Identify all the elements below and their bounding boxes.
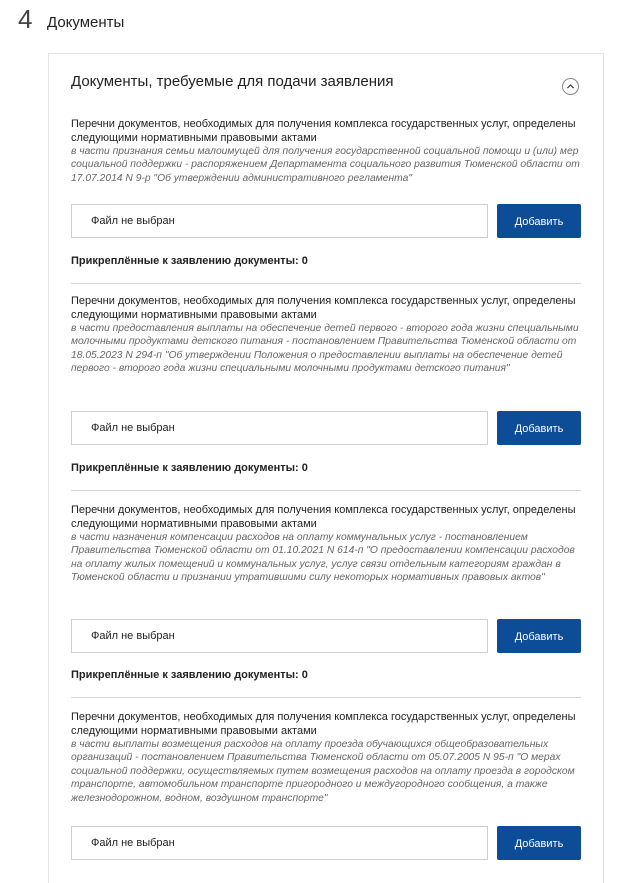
attached-documents-count: Прикреплённые к заявлению документы: 0 [71, 462, 308, 474]
file-upload-row [71, 619, 581, 653]
file-input[interactable]: Файл не выбран [71, 826, 488, 860]
attached-documents-count: Прикреплённые к заявлению документы: 0 [71, 255, 308, 267]
document-description: в части признания семьи малоимущей для получения государственной социальной помощи и (или) мер социальной поддержки - распоряжением Департамента социального развития Тюменской области от 17.07.2014 N 9-р "Об утверждении административного регламента" [71, 146, 580, 184]
file-input[interactable]: Файл не выбран [71, 619, 488, 653]
file-upload-row [71, 204, 581, 238]
step-number: 4 [18, 4, 33, 34]
file-upload-row [71, 411, 581, 445]
collapse-button[interactable] [562, 78, 579, 95]
step-title: Документы [47, 14, 125, 31]
file-input[interactable]: Файл не выбран [71, 204, 488, 238]
document-section [71, 295, 581, 376]
document-description: в части предоставления выплаты на обеспечение детей первого - второго года жизни специальными молочными продуктами детского питания - постановлением Правительства Тюменской области от 18.05.2023 N 294-п "Об утверждении Положения о предоставлении выплаты на обеспечение детей первого - второго года жизни специальными молочными продуктами детского питания" [71, 323, 579, 375]
add-file-button[interactable]: Добавить [497, 619, 581, 653]
panel-title: Документы, требуемые для подачи заявления [71, 73, 394, 90]
documents-panel [48, 53, 604, 883]
divider [71, 283, 581, 284]
add-file-button[interactable]: Добавить [497, 411, 581, 445]
document-title: Перечни документов, необходимых для получения комплекса государственных услуг, определены следующими нормативными правовыми актами [71, 118, 576, 144]
divider [71, 697, 581, 698]
document-title: Перечни документов, необходимых для получения комплекса государственных услуг, определены следующими нормативными правовыми актами [71, 504, 576, 530]
add-file-button[interactable]: Добавить [497, 204, 581, 238]
file-upload-row [71, 826, 581, 860]
file-input[interactable]: Файл не выбран [71, 411, 488, 445]
document-description: в части выплаты возмещения расходов на оплату проезда обучающихся общеобразовательных организаций - постановлением Правительства Тюменской области от 05.07.2005 N 95-п "О мерах социальной поддержки, осуществляемых путем возмещения расходов на оплату проезда в городском транспорте, автомобильном транспорте пригородного и междугородного сообщения, а также железнодорожном, водном, воздушном транспорте" [71, 739, 575, 804]
divider [71, 490, 581, 491]
add-file-button[interactable]: Добавить [497, 826, 581, 860]
document-section [71, 711, 581, 805]
document-section [71, 504, 581, 585]
attached-documents-count: Прикреплённые к заявлению документы: 0 [71, 669, 308, 681]
document-section [71, 118, 581, 185]
document-title: Перечни документов, необходимых для получения комплекса государственных услуг, определены следующими нормативными правовыми актами [71, 711, 576, 737]
chevron-up-icon [566, 82, 575, 91]
document-title: Перечни документов, необходимых для получения комплекса государственных услуг, определены следующими нормативными правовыми актами [71, 295, 576, 321]
document-description: в части назначения компенсации расходов на оплату коммунальных услуг - постановлением Правительства Тюменской области от 01.10.2021 N 614-п "О предоставлении компенсации расходов на оплату жилых помещений и коммунальных услуг, услуг связи отдельным категориям граждан в Тюменской области и признании утратившими силу некоторых нормативных правовых актов" [71, 532, 575, 584]
